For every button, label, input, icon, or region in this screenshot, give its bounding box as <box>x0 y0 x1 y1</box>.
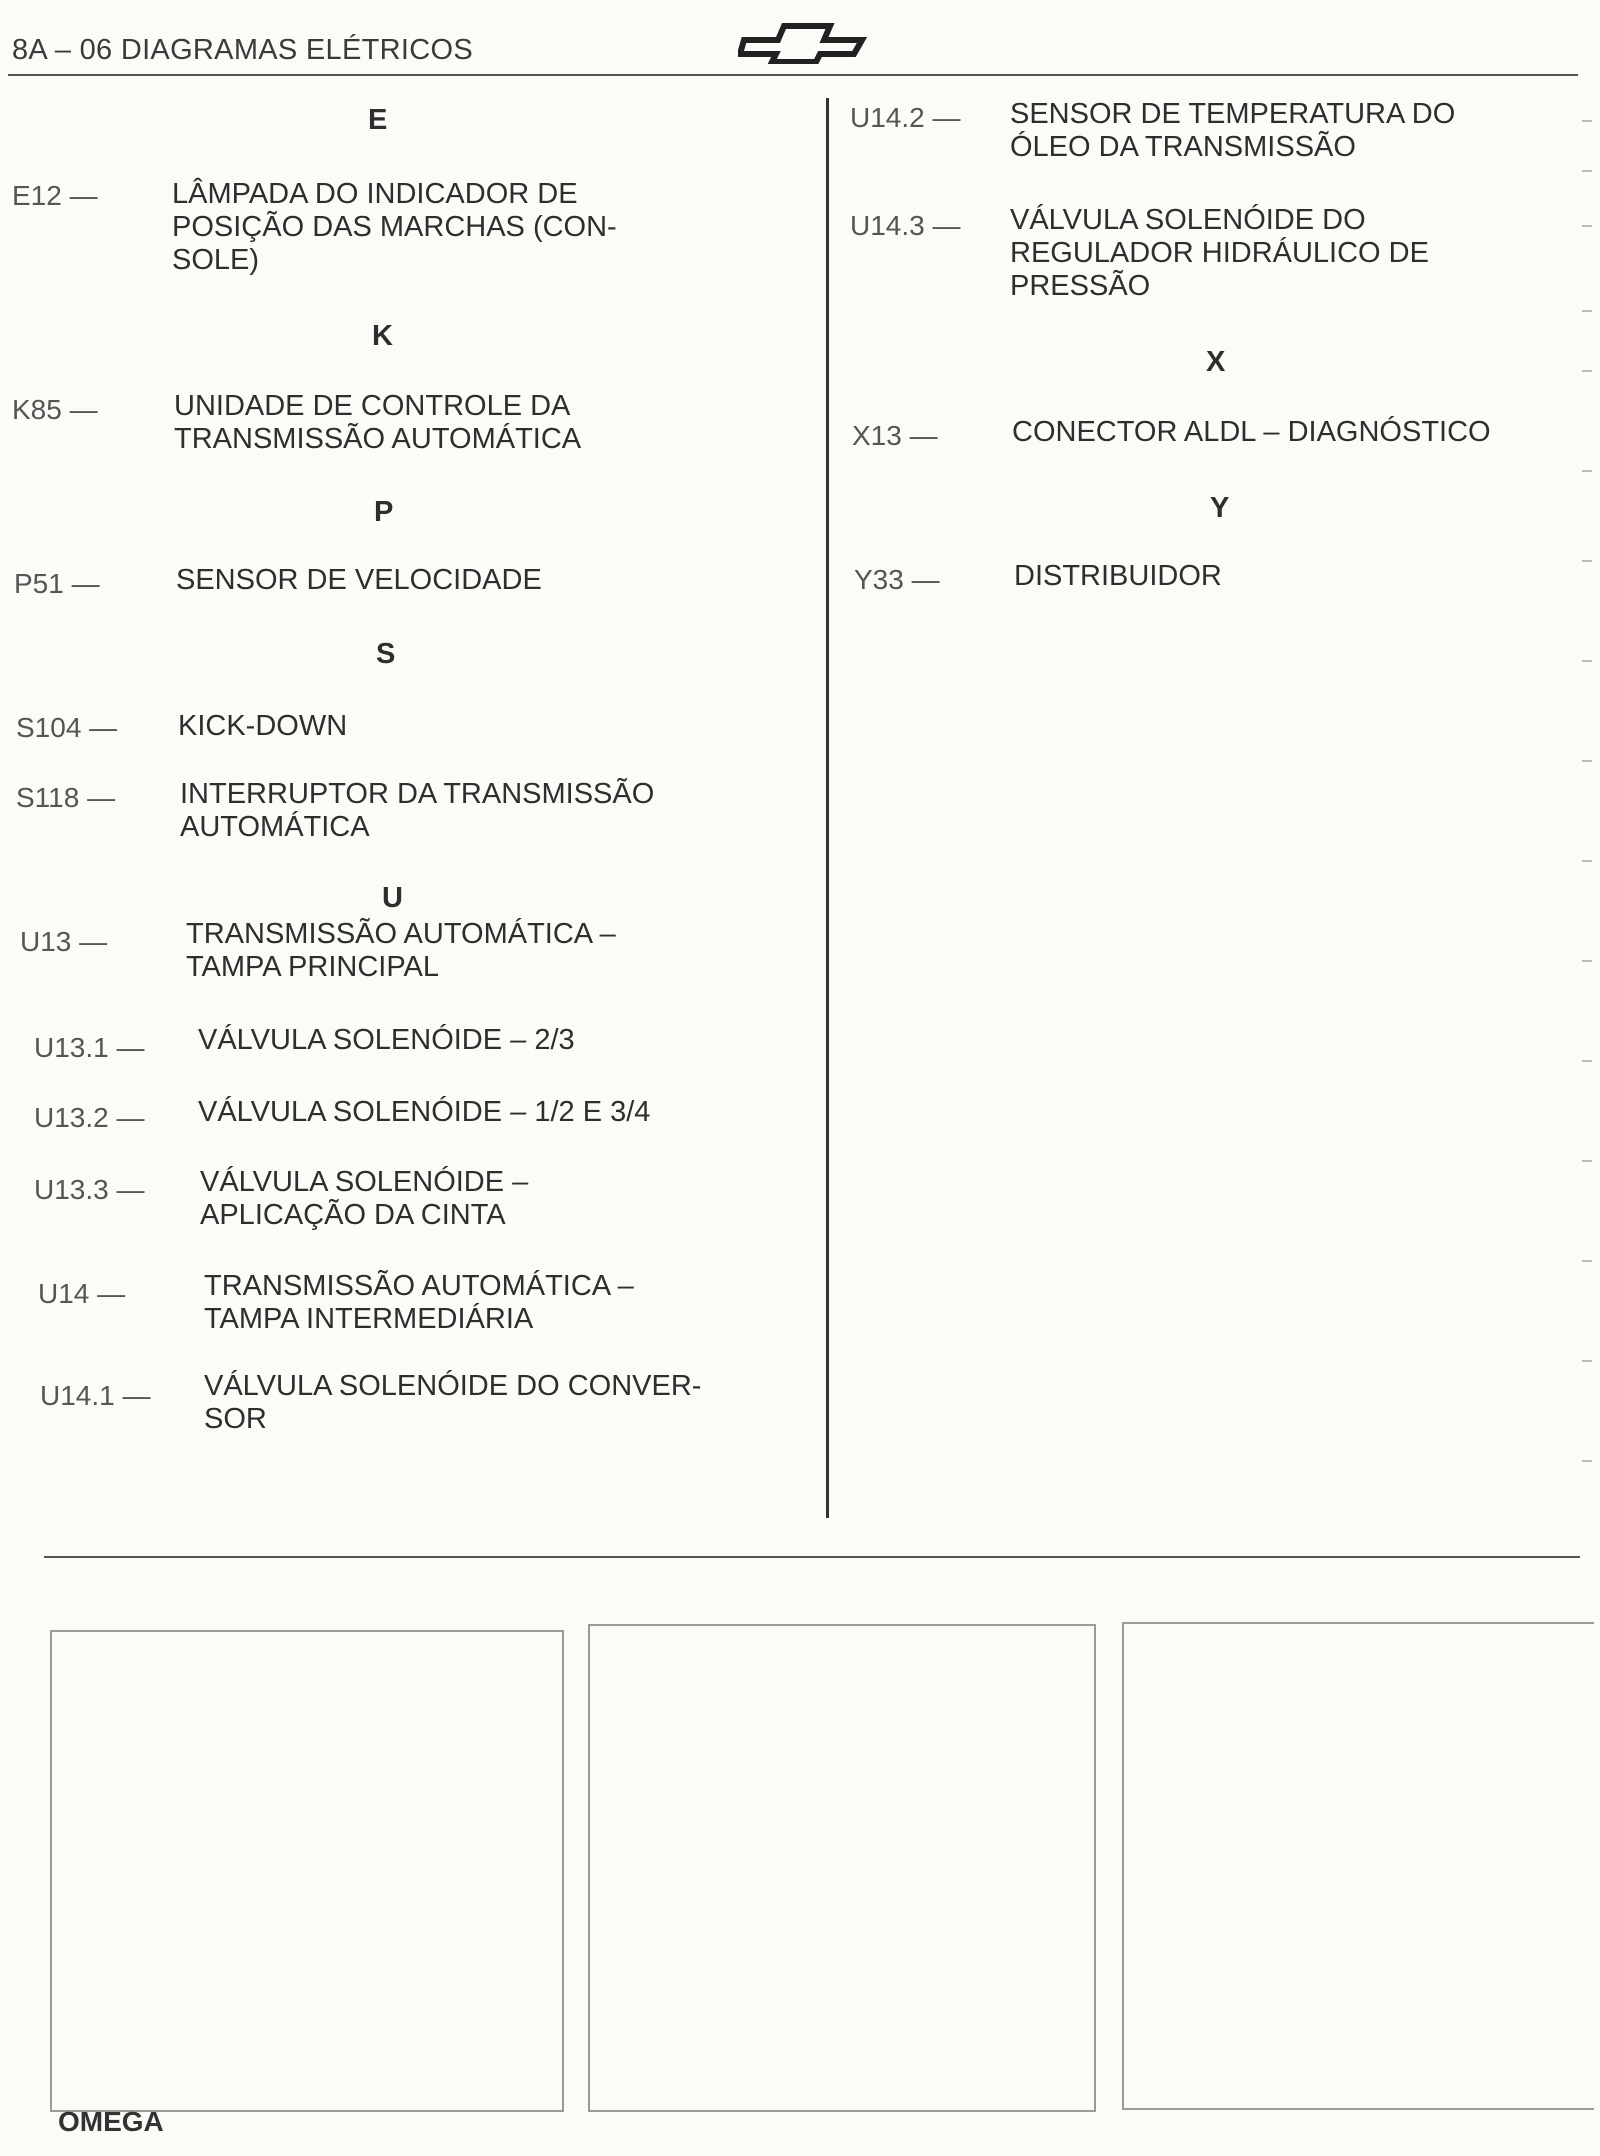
entry-desc-u13-1: VÁLVULA SOLENÓIDE – 2/3 <box>198 1024 575 1056</box>
column-divider <box>826 98 829 1518</box>
footer-model-label: OMEGA <box>58 2106 164 2137</box>
blank-box-right <box>1122 1622 1594 2110</box>
entry-desc-u13: TRANSMISSÃO AUTOMÁTICA – TAMPA PRINCIPAL <box>186 918 616 983</box>
entry-code-u14: U14 — <box>38 1278 126 1309</box>
entry-desc-p51: SENSOR DE VELOCIDADE <box>176 564 542 596</box>
entry-code-x13: X13 — <box>852 420 938 451</box>
entry-desc-x13: CONECTOR ALDL – DIAGNÓSTICO <box>1012 416 1491 448</box>
entry-desc-u14: TRANSMISSÃO AUTOMÁTICA – TAMPA INTERMEDIÁRIA <box>204 1270 634 1335</box>
entry-code-y33: Y33 — <box>854 564 940 595</box>
entry-code-u14-2: U14.2 — <box>850 102 961 133</box>
entry-code-u13-3: U13.3 — <box>34 1174 145 1205</box>
entry-code-u13-2: U13.2 — <box>34 1102 145 1133</box>
blank-box-middle <box>588 1624 1096 2112</box>
section-letter-k: K <box>372 320 393 352</box>
entry-desc-e12: LÂMPADA DO INDICADOR DE POSIÇÃO DAS MARCHAS (CON- SOLE) <box>172 178 617 276</box>
entry-code-s104: S104 — <box>16 712 118 743</box>
blank-box-left <box>50 1630 564 2112</box>
entry-desc-s118: INTERRUPTOR DA TRANSMISSÃO AUTOMÁTICA <box>180 778 655 843</box>
entry-desc-u14-3: VÁLVULA SOLENÓIDE DO REGULADOR HIDRÁULICO DE PRESSÃO <box>1010 204 1429 302</box>
page-title: 8A – 06 DIAGRAMAS ELÉTRICOS <box>12 34 473 66</box>
header-rule <box>8 74 1578 76</box>
section-letter-e: E <box>368 104 388 136</box>
entry-code-e12: E12 — <box>12 180 98 211</box>
entry-code-p51: P51 — <box>14 568 100 599</box>
entry-desc-u13-3: VÁLVULA SOLENÓIDE – APLICAÇÃO DA CINTA <box>200 1166 529 1231</box>
chevrolet-bowtie-logo <box>738 22 868 64</box>
section-letter-u: U <box>382 882 403 914</box>
entry-code-k85: K85 — <box>12 394 98 425</box>
entry-desc-u14-1: VÁLVULA SOLENÓIDE DO CONVER- SOR <box>204 1370 702 1435</box>
entry-code-u14-3: U14.3 — <box>850 210 961 241</box>
entry-code-u13-1: U13.1 — <box>34 1032 145 1063</box>
section-letter-p: P <box>374 496 394 528</box>
entry-desc-s104: KICK-DOWN <box>178 710 348 742</box>
bottom-rule <box>44 1556 1580 1558</box>
entry-desc-k85: UNIDADE DE CONTROLE DA TRANSMISSÃO AUTOMÁTICA <box>174 390 582 455</box>
entry-desc-u13-2: VÁLVULA SOLENÓIDE – 1/2 E 3/4 <box>198 1096 651 1128</box>
section-letter-x: X <box>1206 346 1226 378</box>
entry-code-s118: S118 — <box>16 782 116 813</box>
entry-desc-u14-2: SENSOR DE TEMPERATURA DO ÓLEO DA TRANSMISSÃO <box>1010 98 1456 163</box>
entry-code-u13: U13 — <box>20 926 108 957</box>
entry-code-u14-1: U14.1 — <box>40 1380 151 1411</box>
section-letter-y: Y <box>1210 492 1230 524</box>
section-letter-s: S <box>376 638 396 670</box>
entry-desc-y33: DISTRIBUIDOR <box>1014 560 1222 592</box>
